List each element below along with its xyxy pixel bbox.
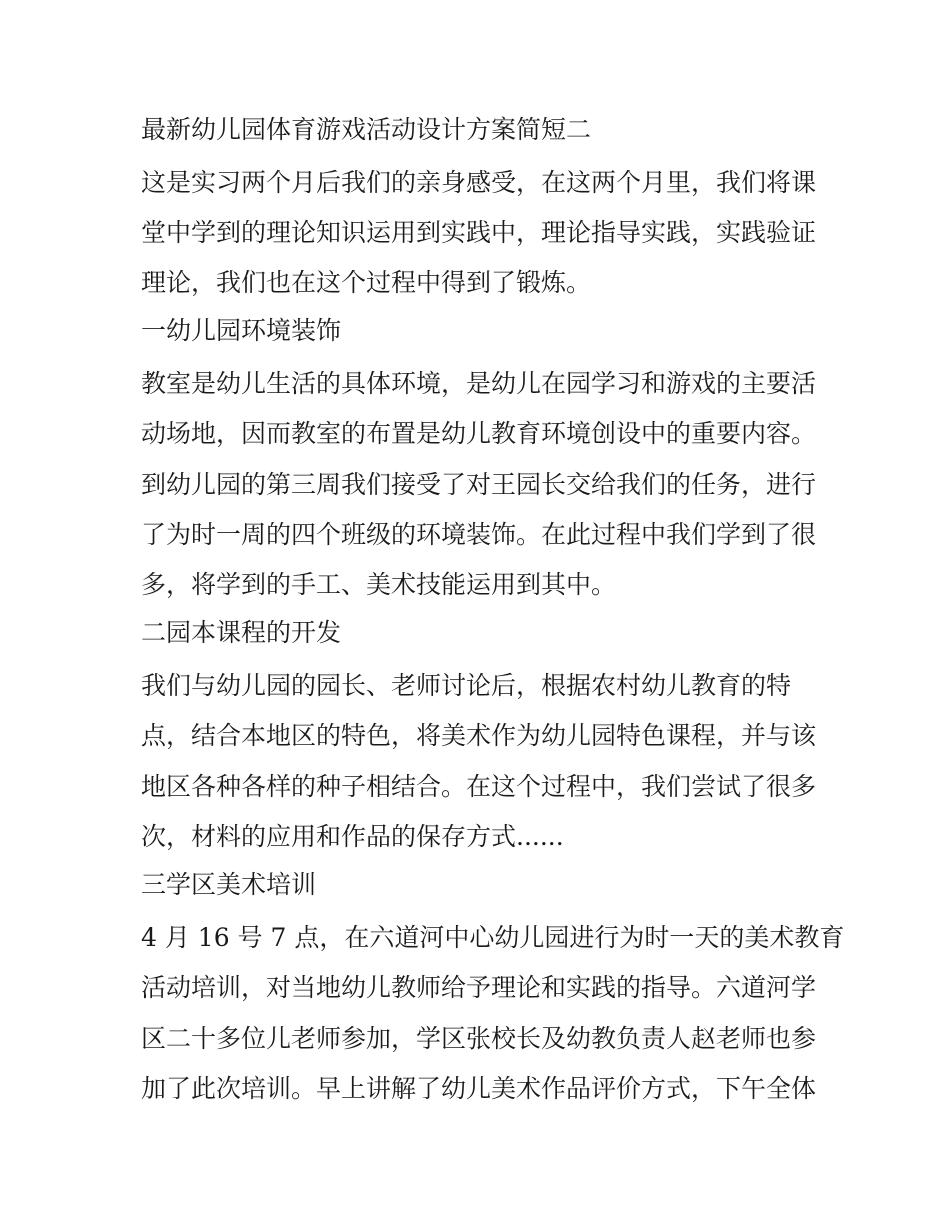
paragraph-line: 地区各种各样的种子相结合。在这个过程中，我们尝试了很多 (141, 772, 817, 801)
paragraph-line: 教室是幼儿生活的具体环境，是幼儿在园学习和游戏的主要活 (141, 369, 817, 398)
paragraph-line: 到幼儿园的第三周我们接受了对王园长交给我们的任务，进行 (141, 470, 817, 499)
paragraph-line: 4 月 16 号 7 点，在六道河中心幼儿园进行为时一天的美术教育 (141, 923, 845, 952)
paragraph-line: 多，将学到的手工、美术技能运用到其中。 (141, 570, 617, 599)
paragraph-line: 活动培训，对当地幼儿教师给予理论和实践的指导。六道河学 (141, 973, 817, 1002)
paragraph-line: 区二十多位儿老师参加，学区张校长及幼教负责人赵老师也参 (141, 1024, 817, 1053)
paragraph-line: 加了此次培训。早上讲解了幼儿美术作品评价方式，下午全体 (141, 1074, 817, 1103)
paragraph-line: 点，结合本地区的特色，将美术作为幼儿园特色课程，并与该 (141, 721, 817, 750)
paragraph-line: 了为时一周的四个班级的环境装饰。在此过程中我们学到了很 (141, 520, 817, 549)
paragraph-line: 堂中学到的理论知识运用到实践中，理论指导实践，实践验证 (141, 218, 817, 247)
paragraph-line: 这是实习两个月后我们的亲身感受，在这两个月里，我们将课 (141, 168, 817, 197)
section-heading: 一幼儿园环境装饰 (141, 316, 342, 345)
paragraph-line: 我们与幼儿园的园长、老师讨论后，根据农村幼儿教育的特 (141, 671, 792, 700)
paragraph-line: 理论，我们也在这个过程中得到了锻炼。 (141, 268, 592, 297)
section-heading: 二园本课程的开发 (141, 618, 342, 647)
section-heading: 三学区美术培训 (141, 870, 317, 899)
paragraph-line: 动场地，因而教室的布置是幼儿教育环境创设中的重要内容。 (141, 419, 817, 448)
paragraph-line: 次，材料的应用和作品的保存方式...... (141, 822, 564, 851)
document-title: 最新幼儿园体育游戏活动设计方案简短二 (141, 115, 592, 144)
